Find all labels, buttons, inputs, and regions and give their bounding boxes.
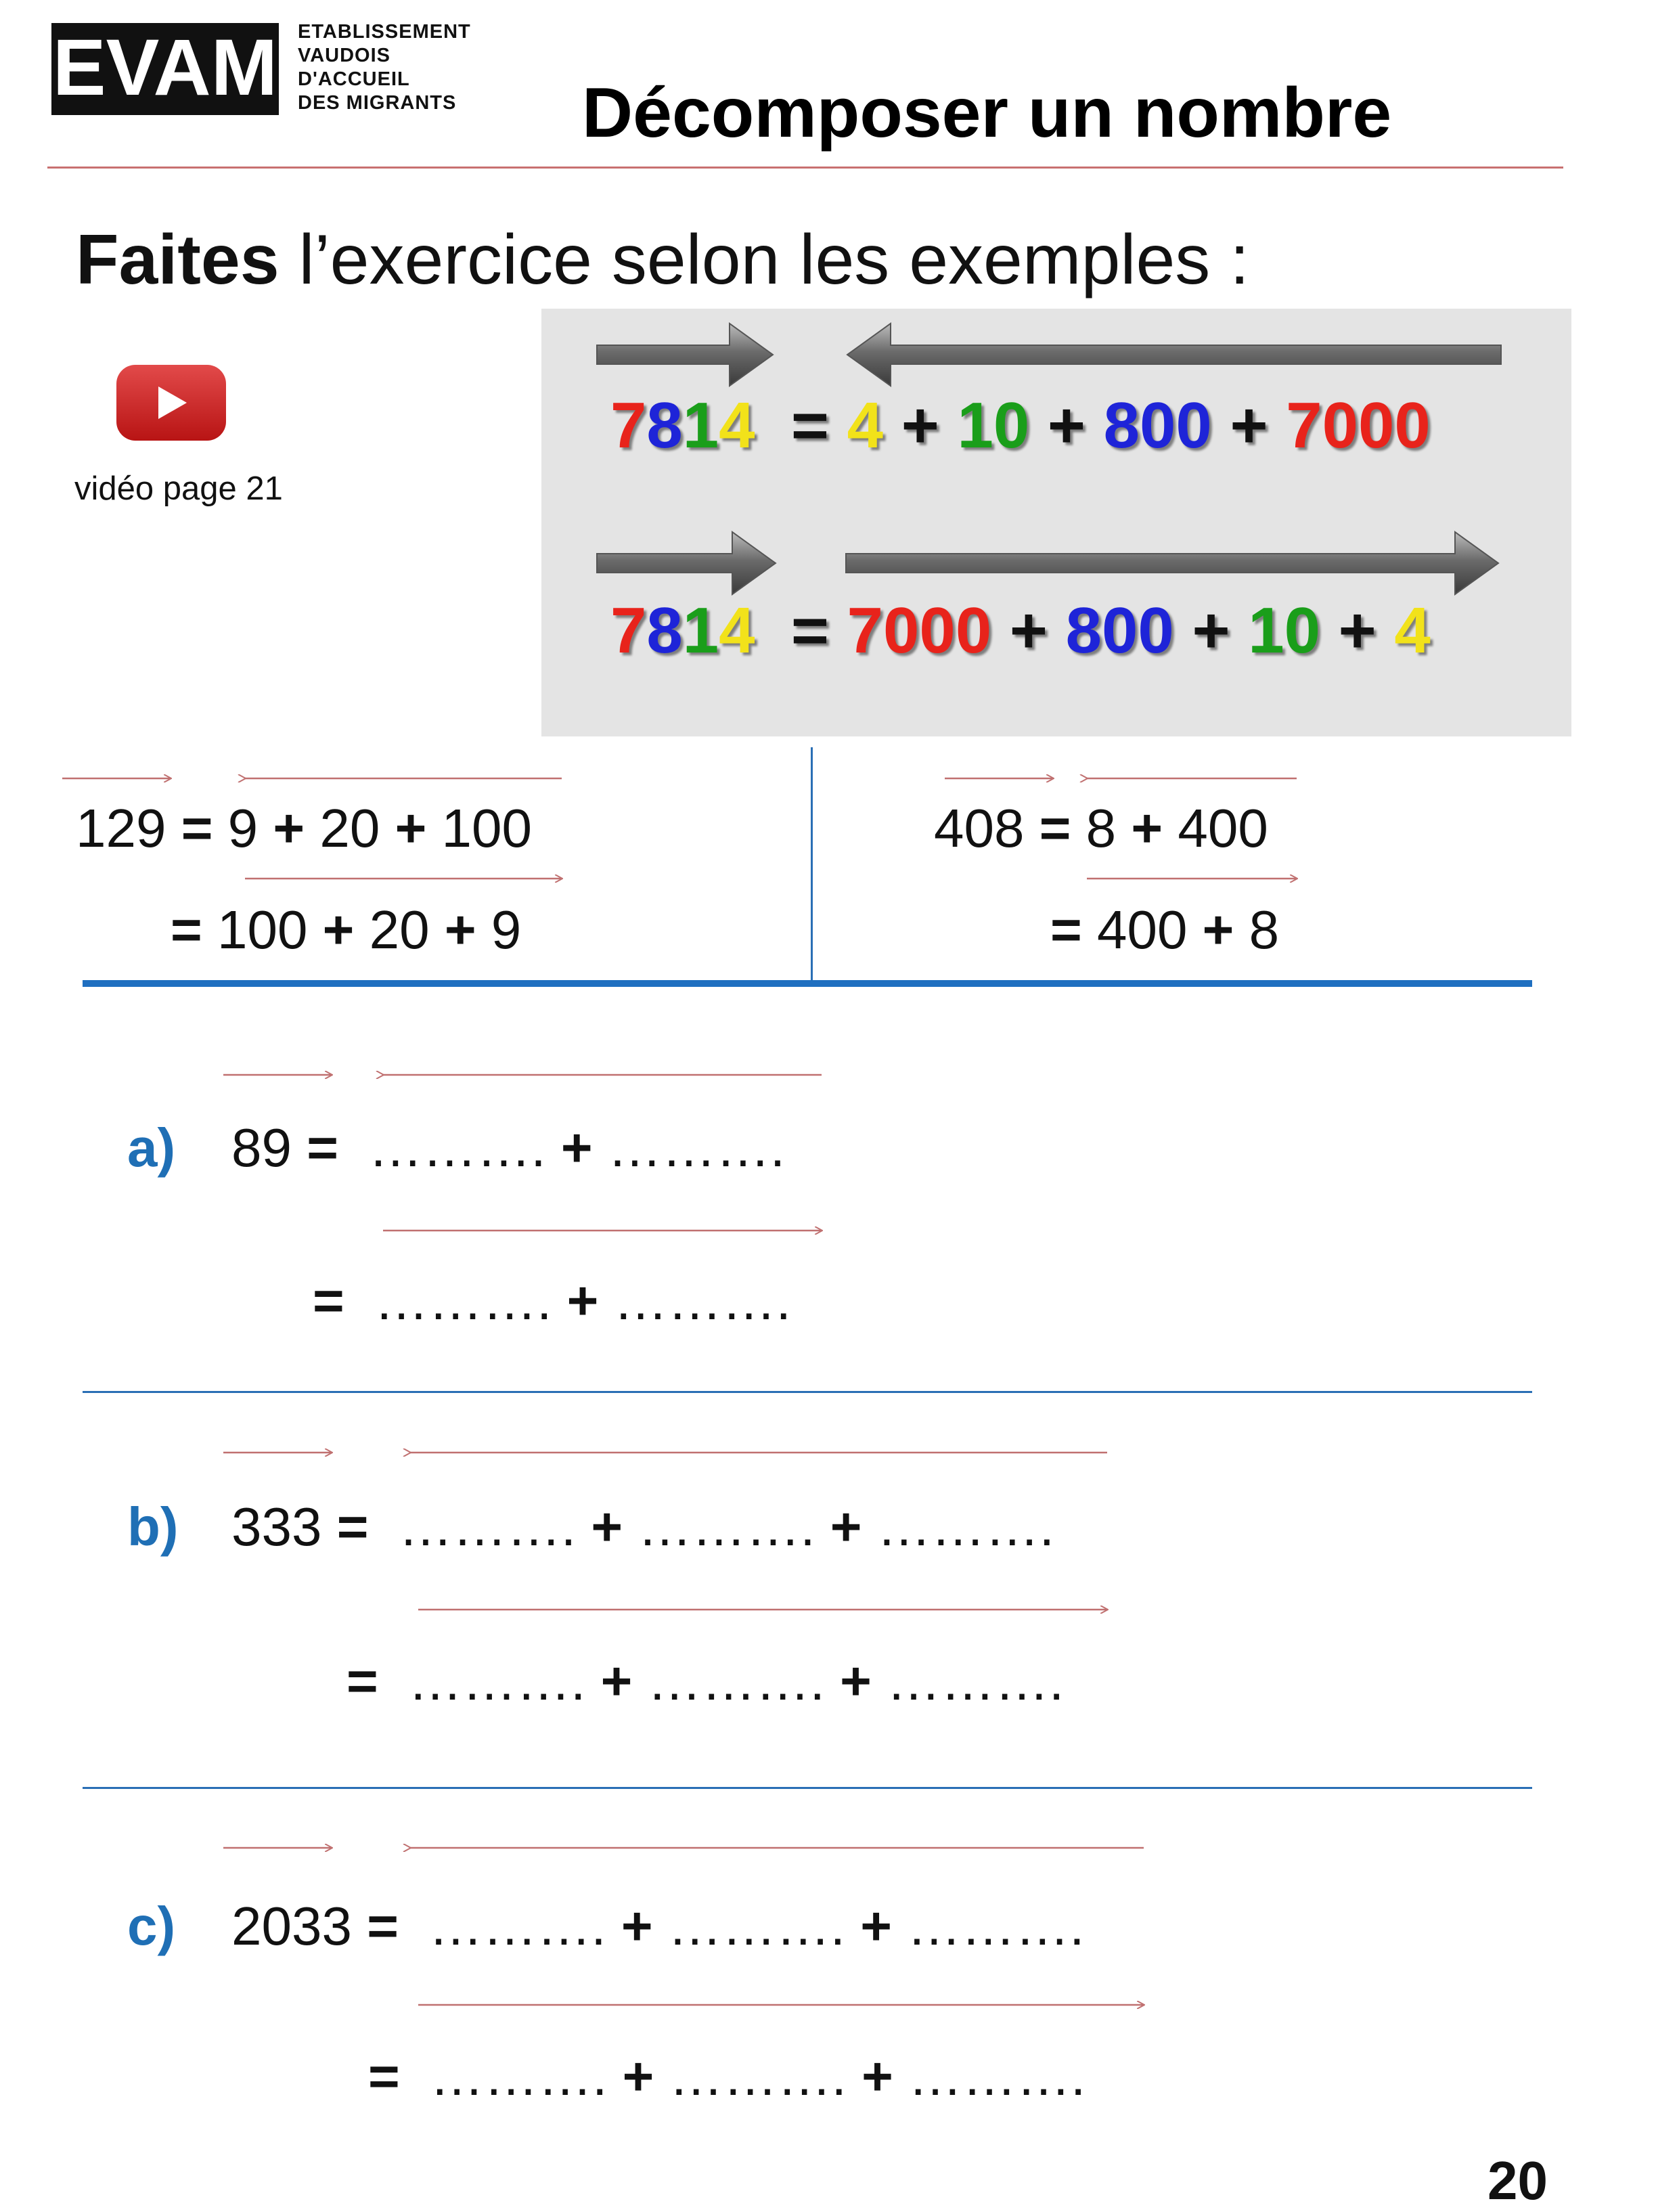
blank-field[interactable]: ………. <box>907 1896 1085 1956</box>
org-name: ETABLISSEMENT VAUDOIS D'ACCUEIL DES MIGRANTS <box>298 21 471 114</box>
blank-field[interactable]: ………. <box>876 1497 1054 1557</box>
instruction: Faites l’exercice selon les exemples : <box>76 221 1250 299</box>
example-line-2: 7814 = 7000 + 800 + 10 + 4 <box>610 594 1431 667</box>
blank-field[interactable]: ………. <box>428 1896 606 1956</box>
blank-field[interactable]: ………. <box>408 1651 586 1711</box>
example-408-line-2: = 400 + 8 <box>1050 900 1280 960</box>
blank-field[interactable]: ………. <box>669 2046 847 2106</box>
blank-field[interactable]: ………. <box>637 1497 815 1557</box>
logo-text: EVAM <box>52 23 278 112</box>
blank-field[interactable]: ………. <box>607 1118 786 1178</box>
blank-field[interactable]: ………. <box>667 1896 846 1956</box>
exercise-a-line-1: 89 = ………. + ………. <box>231 1118 786 1178</box>
section-divider <box>83 1787 1532 1789</box>
exercise-a-line-2: = ………. + ………. <box>313 1270 791 1331</box>
blank-field[interactable]: ………. <box>398 1497 577 1557</box>
exercise-b-line-1: 333 = ………. + ………. + ………. <box>231 1497 1054 1557</box>
exercise-c-line-1: 2033 = ………. + ………. + ………. <box>231 1896 1085 1956</box>
section-divider <box>83 980 1532 987</box>
blank-field[interactable]: ………. <box>908 2046 1086 2106</box>
exercise-b-line-2: = ………. + ………. + ………. <box>346 1651 1065 1711</box>
grey-arrow-right-1 <box>597 324 773 386</box>
exercise-label-b: b) <box>127 1497 179 1557</box>
column-divider <box>811 747 813 986</box>
section-divider <box>83 1391 1532 1393</box>
example-129-line-2: = 100 + 20 + 9 <box>171 900 522 960</box>
page-number: 20 <box>1487 2150 1548 2211</box>
blank-field[interactable]: ………. <box>430 2046 608 2106</box>
exercise-c-line-2: = ………. + ………. + ………. <box>368 2046 1086 2106</box>
example-408-line-1: 408 = 8 + 400 <box>934 798 1268 858</box>
video-label[interactable]: vidéo page 21 <box>74 470 283 507</box>
exercise-label-a: a) <box>127 1118 176 1178</box>
exercise-label-c: c) <box>127 1896 176 1956</box>
grey-arrow-right-3 <box>846 532 1498 594</box>
example-129-line-1: 129 = 9 + 20 + 100 <box>76 798 533 858</box>
grey-arrow-right-2 <box>597 532 776 594</box>
blank-field[interactable]: ………. <box>374 1270 552 1331</box>
blank-field[interactable]: ………. <box>647 1651 825 1711</box>
example-line-1: 7814 = 4 + 10 + 800 + 7000 <box>610 389 1431 462</box>
blank-field[interactable]: ………. <box>613 1270 791 1331</box>
blank-field[interactable]: ………. <box>887 1651 1065 1711</box>
blank-field[interactable]: ………. <box>368 1118 546 1178</box>
grey-arrow-left-1 <box>847 324 1501 386</box>
page-title: Décomposer un nombre <box>582 74 1392 152</box>
